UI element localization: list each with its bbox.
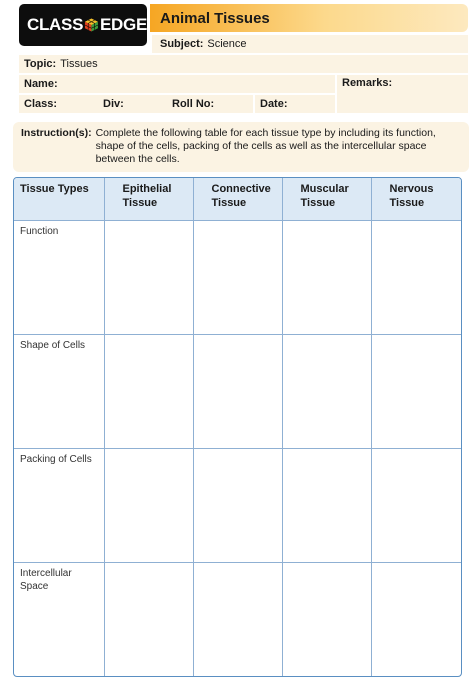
row-label-intercellular: Intercellular Space: [14, 562, 104, 676]
answer-cell[interactable]: [193, 334, 282, 448]
answer-cell[interactable]: [371, 562, 461, 676]
header-tissue-types: Tissue Types: [14, 178, 104, 220]
class-div-roll-field[interactable]: [19, 95, 253, 113]
answer-cell[interactable]: [104, 220, 193, 334]
answer-cell[interactable]: [193, 220, 282, 334]
name-field[interactable]: [19, 75, 335, 93]
classedge-logo: [19, 4, 147, 46]
answer-cell[interactable]: [282, 334, 371, 448]
table-row: [14, 334, 461, 448]
logo-text-right: EDGE: [100, 15, 147, 34]
student-info-block: [19, 55, 468, 113]
header-muscular: Muscular Tissue: [282, 178, 371, 220]
row-label-function: Function: [14, 220, 104, 334]
div-label: Div:: [103, 98, 124, 110]
answer-cell[interactable]: [371, 334, 461, 448]
header-epithelial: Epithelial Tissue: [104, 178, 193, 220]
subject-row: [152, 35, 468, 53]
answer-cell[interactable]: [193, 562, 282, 676]
answer-cell[interactable]: [371, 448, 461, 562]
rubiks-cube-icon: [84, 17, 99, 33]
date-field[interactable]: [255, 95, 335, 113]
header-connective: Connective Tissue: [193, 178, 282, 220]
topic-field[interactable]: [19, 55, 468, 73]
instructions-text: Complete the following table for each tissue type by including its function, shape of the cells, packing of the cells as well as the intercellular space between the cells.: [95, 127, 436, 165]
date-label: Date:: [260, 98, 288, 110]
answer-cell[interactable]: [104, 562, 193, 676]
page-title: Animal Tissues: [160, 9, 270, 27]
answer-cell[interactable]: [282, 562, 371, 676]
table-header-row: [14, 178, 461, 220]
remarks-label: Remarks:: [342, 77, 393, 89]
table-row: [14, 448, 461, 562]
answer-cell[interactable]: [193, 448, 282, 562]
topic-value: Tissues: [60, 58, 98, 70]
instructions-box: [13, 122, 469, 172]
subject-value: Science: [207, 38, 247, 50]
answer-cell[interactable]: [104, 334, 193, 448]
answer-cell[interactable]: [371, 220, 461, 334]
answer-cell[interactable]: [282, 220, 371, 334]
row-label-shape: Shape of Cells: [14, 334, 104, 448]
answer-cell[interactable]: [282, 448, 371, 562]
title-bar: [150, 4, 468, 32]
instructions-label: Instruction(s):: [21, 127, 92, 139]
table-row: [14, 562, 461, 676]
name-label: Name:: [24, 78, 58, 90]
subject-label: Subject:: [160, 38, 204, 50]
tissue-table: [13, 177, 462, 677]
class-label: Class:: [24, 98, 58, 110]
roll-no-label: Roll No:: [172, 98, 215, 110]
answer-cell[interactable]: [104, 448, 193, 562]
table-row: [14, 220, 461, 334]
header-nervous: Nervous Tissue: [371, 178, 461, 220]
topic-label: Topic:: [24, 58, 57, 70]
row-label-packing: Packing of Cells: [14, 448, 104, 562]
logo-text-left: CLASS: [27, 15, 84, 34]
remarks-field[interactable]: [337, 75, 468, 113]
